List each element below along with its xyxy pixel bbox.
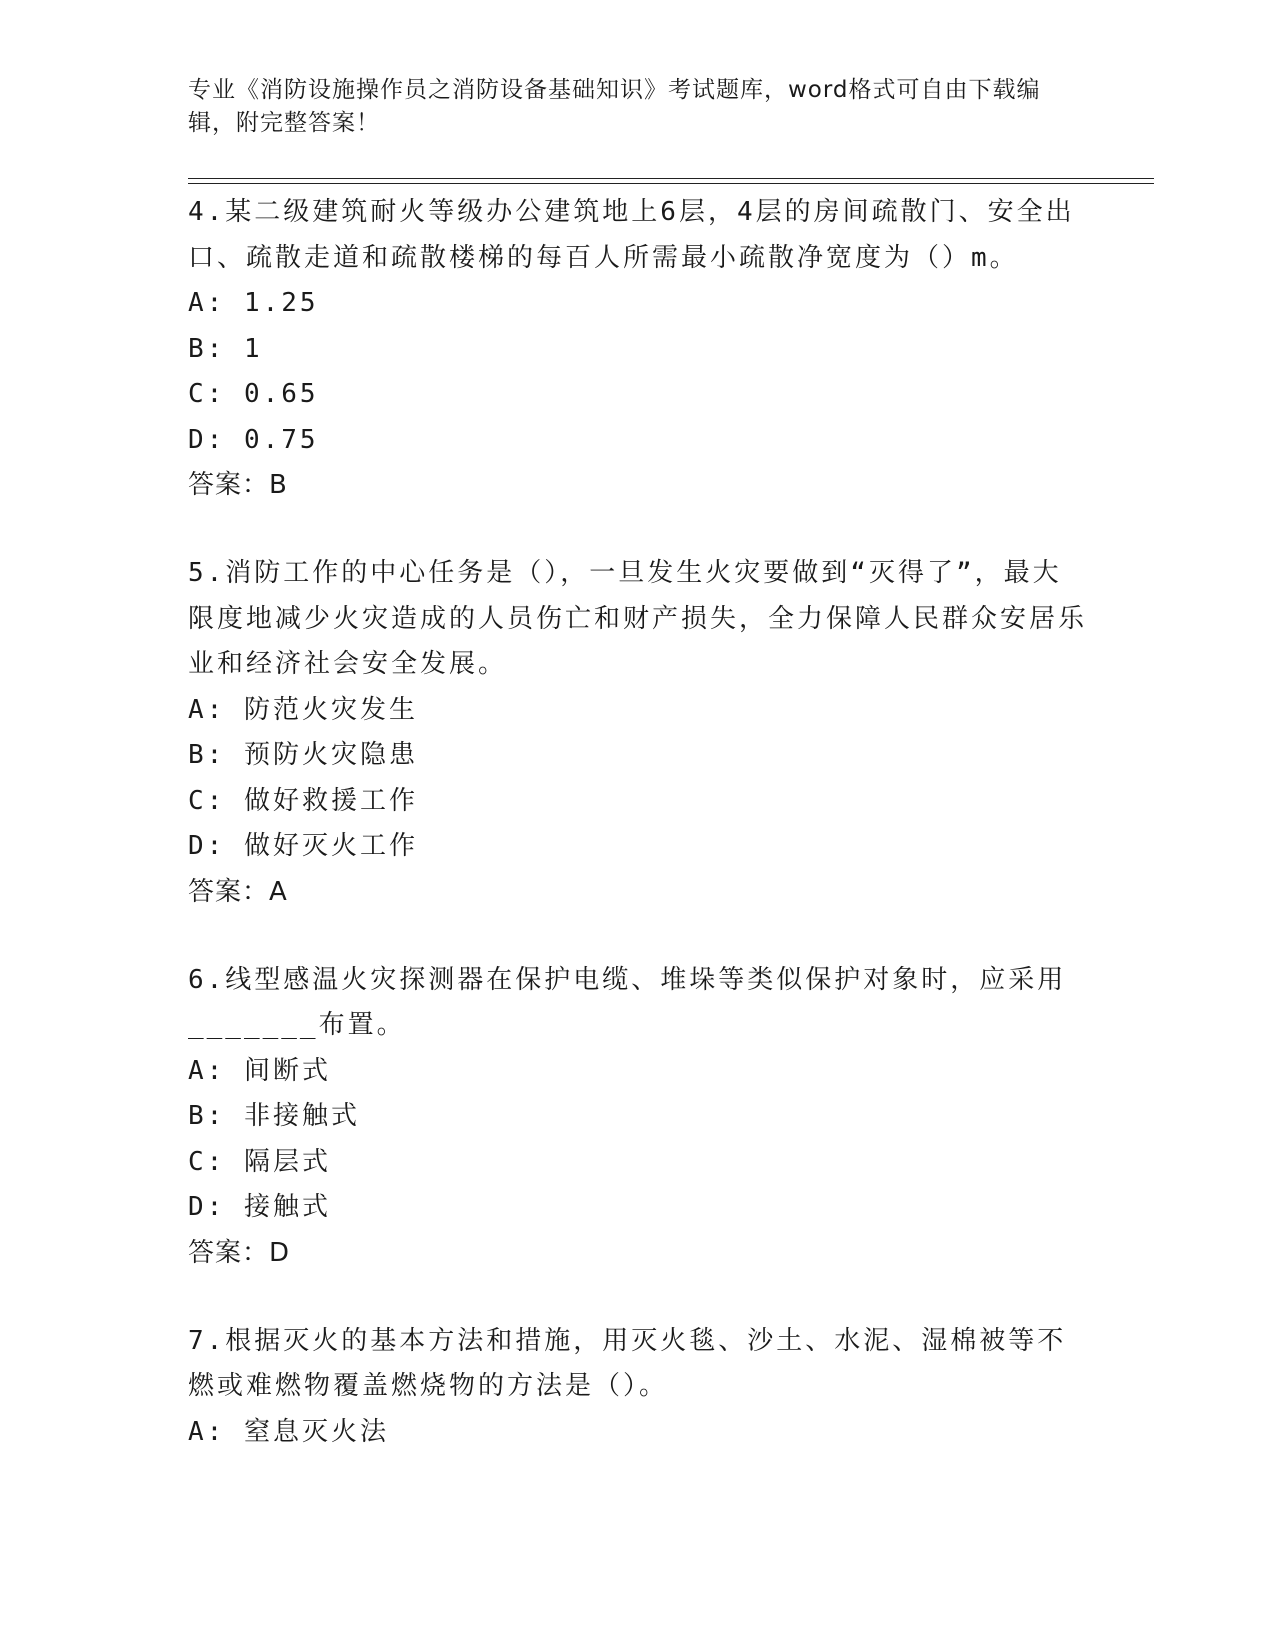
option-a: A: 窒息灭火法	[188, 1416, 389, 1447]
question-7	[188, 1319, 1088, 1456]
question-stem: 7.根据灭火的基本方法和措施，用灭火毯、沙土、水泥、湿棉被等不燃或难燃物覆盖燃烧物的方法是（）。	[188, 1325, 1067, 1401]
option-d: D: 0.75	[188, 424, 319, 455]
question-stem: 5.消防工作的中心任务是（），一旦发生火灾要做到“灭得了”，最大限度地减少火灾造成的人员伤亡和财产损失，全力保障人民群众安居乐业和经济社会安全发展。	[188, 558, 1088, 679]
option-d: D: 做好灭火工作	[188, 831, 418, 861]
question-4	[188, 190, 1088, 507]
option-a: A: 防范火灾发生	[188, 694, 418, 725]
header-line-1: 专业《消防设施操作员之消防设备基础知识》考试题库，word格式可自由下载编	[188, 77, 1041, 103]
answer-key: 答案：A	[188, 876, 288, 907]
answer-key: 答案：B	[188, 470, 288, 500]
header-line-2: 辑，附完整答案！	[188, 110, 380, 136]
question-6	[188, 958, 1088, 1275]
option-c: C: 隔层式	[188, 1146, 331, 1177]
option-b: B: 预防火灾隐患	[188, 740, 418, 770]
option-d: D: 接触式	[188, 1192, 331, 1222]
option-b: B: 非接触式	[188, 1101, 360, 1131]
header-divider-top	[188, 178, 1154, 179]
header-divider-bottom	[188, 183, 1154, 184]
document-header	[188, 74, 1088, 140]
option-b: B: 1	[188, 333, 263, 364]
answer-key: 答案：D	[188, 1237, 291, 1268]
question-stem: 6.线型感温火灾探测器在保护电缆、堆垛等类似保护对象时，应采用_______布置。	[188, 964, 1067, 1040]
option-c: C: 做好救援工作	[188, 785, 418, 816]
option-c: C: 0.65	[188, 379, 319, 409]
option-a: A: 1.25	[188, 288, 319, 318]
question-stem: 4.某二级建筑耐火等级办公建筑地上6层，4层的房间疏散门、安全出口、疏散走道和疏散楼梯的每百人所需最小疏散净宽度为（）m。	[188, 197, 1075, 273]
option-a: A: 间断式	[188, 1055, 331, 1086]
question-list	[188, 190, 1088, 1499]
question-5	[188, 551, 1088, 914]
